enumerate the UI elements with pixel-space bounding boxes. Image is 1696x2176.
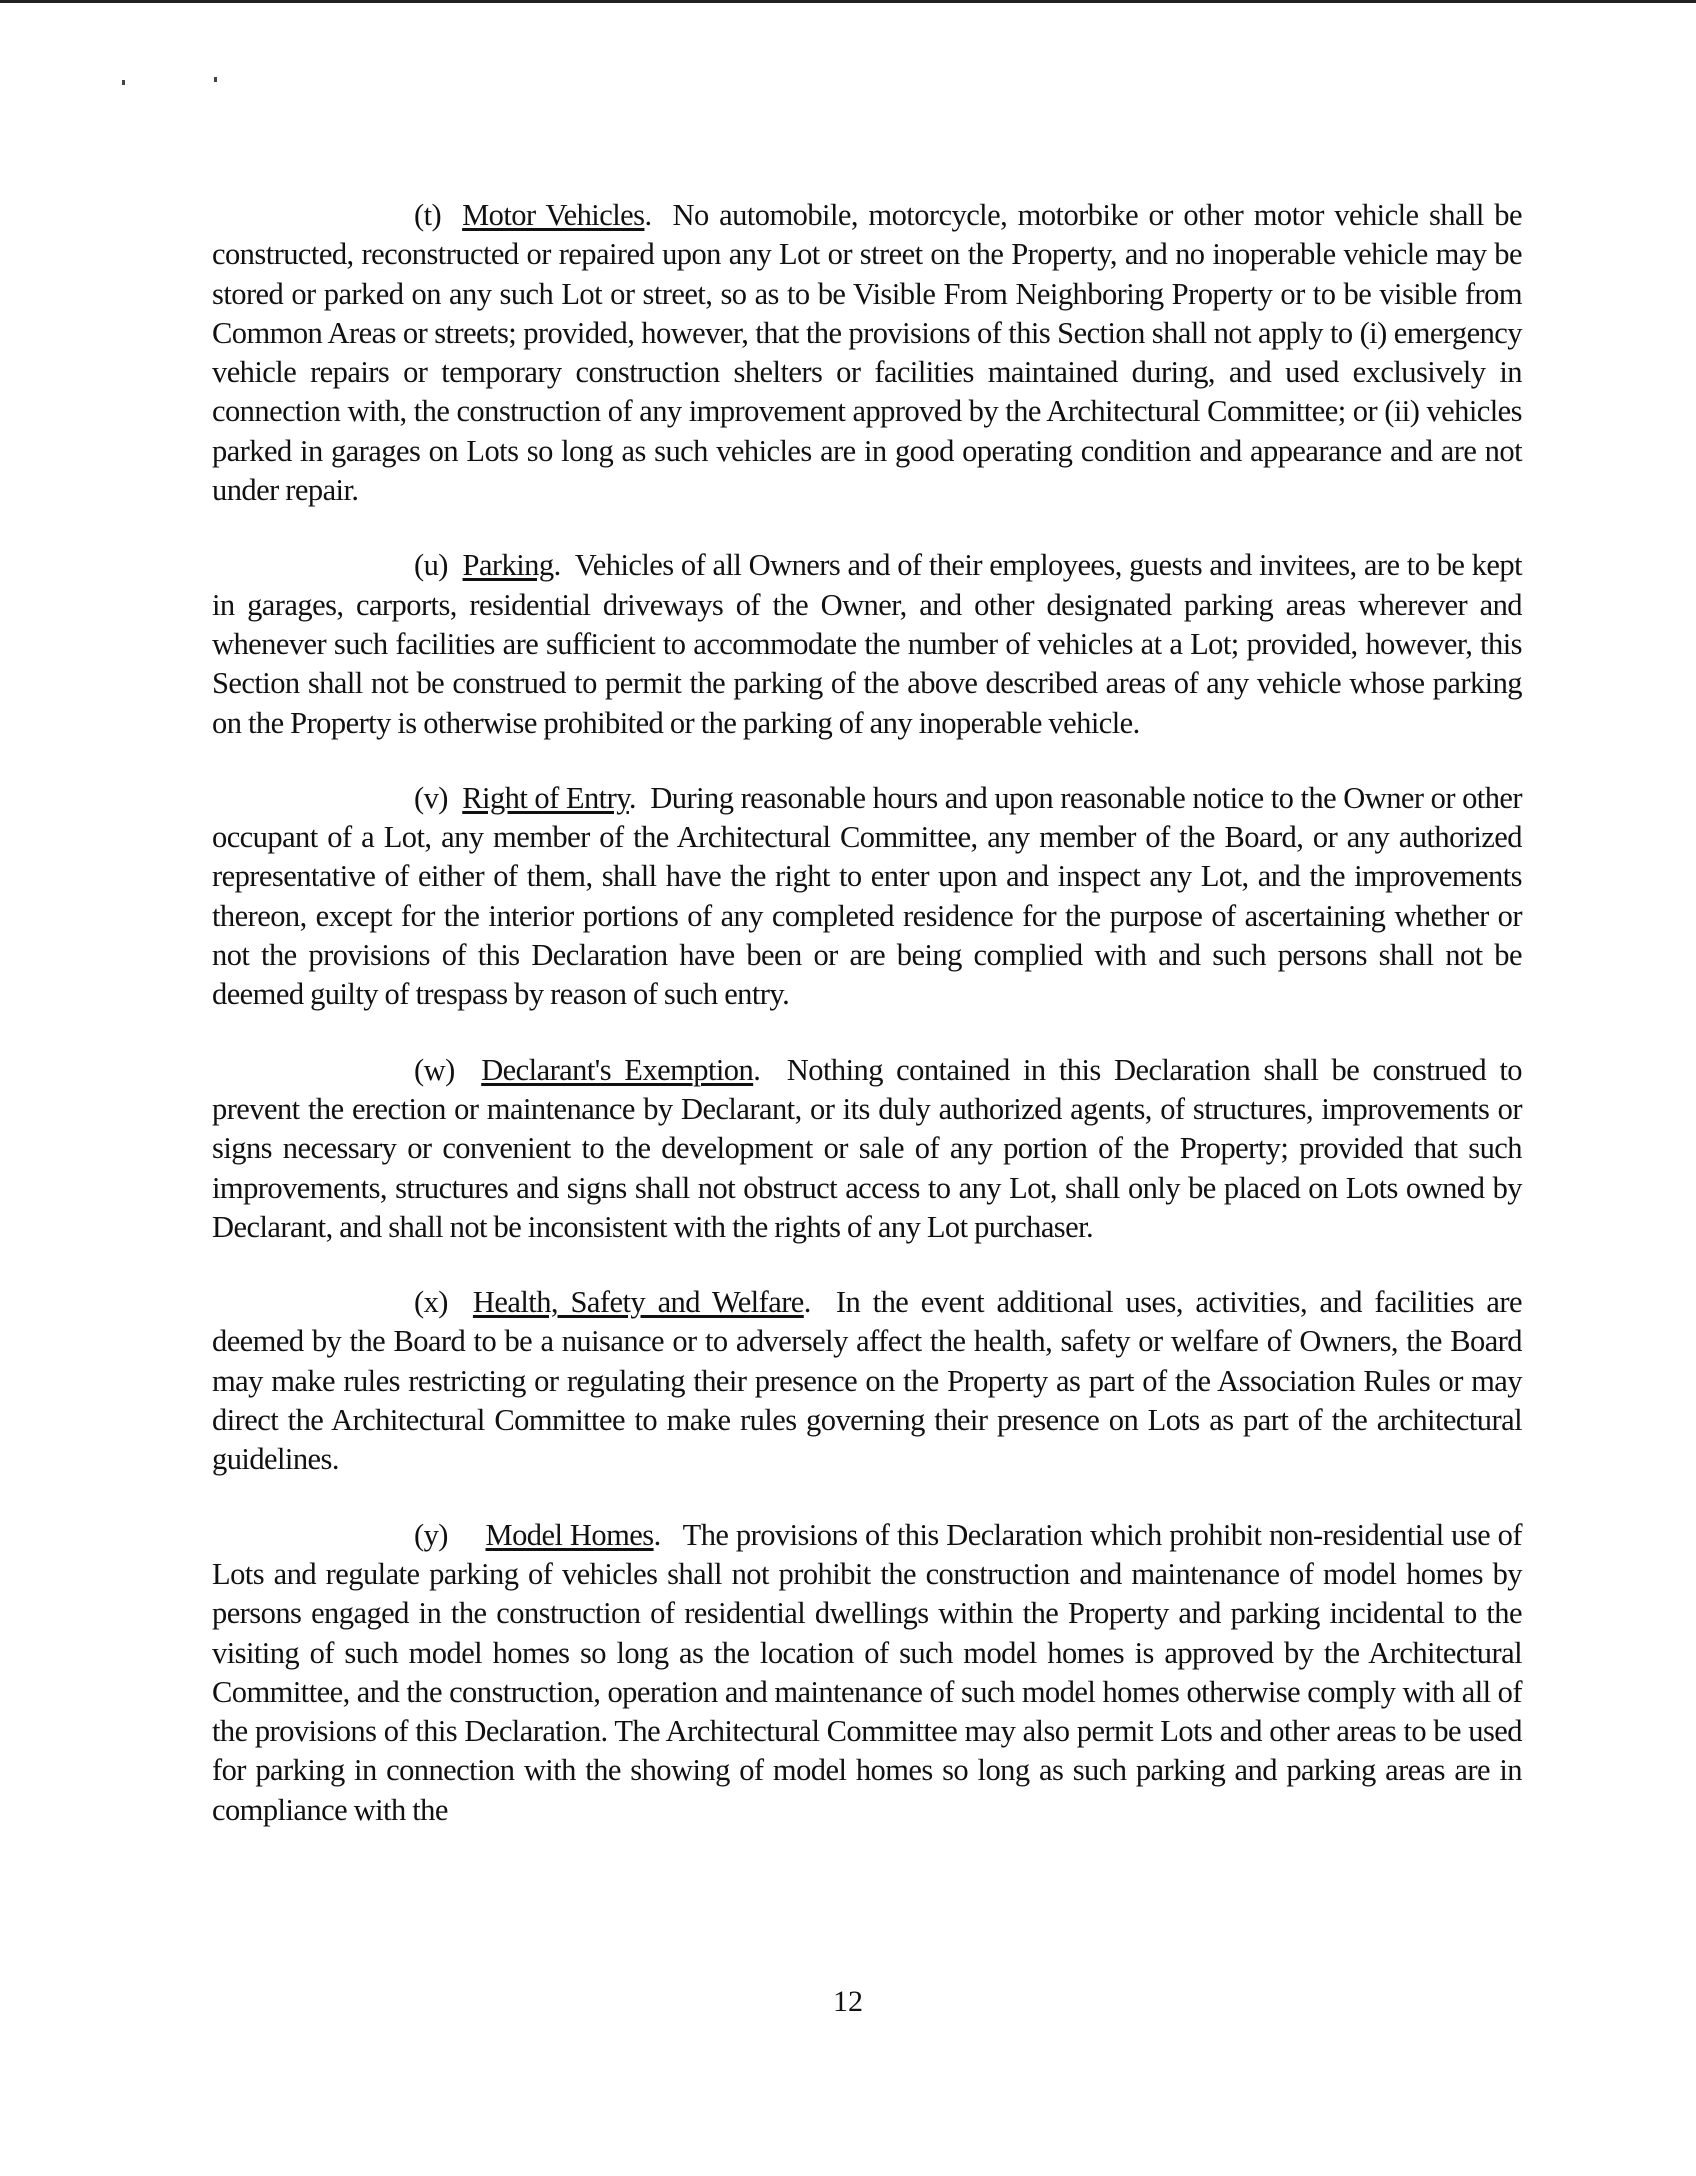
section-body: During reasonable hours and upon reasonable notice to the Owner or other occupant of a Lot, any member of the Architectural Committee, any member of the Board, or any authorized representative of either of them, shall have the right to enter upon and inspect any Lot, and the improvements thereon, except for the interior portions of any completed residence for the purpose of ascertaining whether or not the provisions of this Declaration have been or are being complied with and such persons shall not be deemed guilty of trespass by reason of such entry. bbox=[212, 780, 1523, 1012]
section-heading: Motor Vehicles bbox=[462, 198, 645, 232]
section-y-model-homes: (y) Model Homes. The provisions of this Declaration which prohibit non-residential use of Lots and regulate parking of vehicles shall not prohibit the construction and maintenance of model homes by persons engaged in the construction of residential dwellings within the Property and parking incidental to the visiting of such model homes so long as the location of such model homes is approved by the Architectural Committee, and the construction, operation and maintenance of such model homes otherwise comply with all of the provisions of this Declaration. The Architectural Committee may also permit Lots and other areas to be used for parking in connection with the showing of model homes so long as such parking and parking areas are in compliance with the bbox=[212, 1517, 1522, 1827]
page-number: 12 bbox=[833, 1985, 863, 2018]
section-heading: Health, Safety and Welfare bbox=[472, 1285, 804, 1320]
section-heading: Model Homes bbox=[485, 1517, 654, 1552]
section-body: In the event additional uses, activities, and facilities are deemed by the Board to be a nuisance or to adversely affect the health, safety or welfare of Owners, the Board may make rules restricting or regulating their presence on the Property as part of the Association Rules or may direct the Architectural Committee to make rules governing their presence on Lots as part of the architectural guidelines. bbox=[212, 1285, 1523, 1477]
section-u-parking: (u) Parking. Vehicles of all Owners and of their employees, guests and invitees, are to be kept in garages, carports, residential driveways of the Owner, and other designated parking areas wherever and whenever such facilities are sufficient to accommodate the number of vehicles at a Lot; provided, however, this Section shall not be construed to permit the parking of the above described areas of any vehicle whose parking on the Property is otherwise prohibited or the parking of any inoperable vehicle. bbox=[212, 548, 1522, 740]
section-label: (u) bbox=[414, 548, 448, 583]
scan-artifact-mark bbox=[122, 80, 125, 85]
section-w-declarants-exemption: (w) Declarant's Exemption. Nothing contained in this Declaration shall be construed to prevent the erection or maintenance by Declarant, or its duly authorized agents, of structures, improvements or signs necessary or convenient to the development or sale of any portion of the Property; provided that such improvements, structures and signs shall not obstruct access to any Lot, shall only be placed on Lots owned by Declarant, and shall not be inconsistent with the rights of any Lot purchaser. bbox=[212, 1052, 1522, 1244]
section-x-health-safety-welfare: (x) Health, Safety and Welfare. In the event additional uses, activities, and facilities are deemed by the Board to be a nuisance or to adversely affect the health, safety or welfare of Owners, the Board may make rules restricting or regulating their presence on the Property as part of the Association Rules or may direct the Architectural Committee to make rules governing their presence on Lots as part of the architectural guidelines. bbox=[212, 1285, 1523, 1477]
section-v-right-of-entry: (v) Right of Entry. During reasonable hours and upon reasonable notice to the Owner or other occupant of a Lot, any member of the Architectural Committee, any member of the Board, or any authorized representative of either of them, shall have the right to enter upon and inspect any Lot, and the improvements thereon, except for the interior portions of any completed residence for the purpose of ascertaining whether or not the provisions of this Declaration have been or are being complied with and such persons shall not be deemed guilty of trespass by reason of such entry. bbox=[212, 780, 1523, 1012]
section-label: (y) bbox=[414, 1517, 448, 1552]
section-heading: Parking bbox=[462, 548, 554, 583]
section-heading: Declarant's Exemption bbox=[481, 1052, 754, 1087]
document-page bbox=[212, 196, 1522, 1866]
section-label: (w) bbox=[414, 1052, 455, 1087]
section-label: (v) bbox=[414, 780, 448, 815]
section-body: Vehicles of all Owners and of their employees, guests and invitees, are to be kept in garages, carports, residential driveways of the Owner, and other designated parking areas wherever and whenever such facilities are sufficient to accommodate the number of vehicles at a Lot; provided, however, this Section shall not be construed to permit the parking of the above described areas of any vehicle whose parking on the Property is otherwise prohibited or the parking of any inoperable vehicle. bbox=[212, 548, 1522, 740]
section-label: (x) bbox=[414, 1285, 448, 1320]
section-label: (t) bbox=[414, 198, 442, 232]
scan-artifact-mark bbox=[214, 77, 217, 82]
section-body: The provisions of this Declaration which prohibit non-residential use of Lots and regulate parking of vehicles shall not prohibit the construction and maintenance of model homes by persons engaged in the construction of residential dwellings within the Property and parking incidental to the visiting of such model homes so long as the location of such model homes is approved by the Architectural Committee, and the construction, operation and maintenance of such model homes otherwise comply with all of the provisions of this Declaration. The Architectural Committee may also permit Lots and other areas to be used for parking in connection with the showing of model homes so long as such parking and parking areas are in compliance with the bbox=[212, 1517, 1522, 1827]
section-heading: Right of Entry bbox=[462, 780, 629, 815]
section-body: No automobile, motorcycle, motorbike or other motor vehicle shall be constructed, reconstructed or repaired upon any Lot or street on the Property, and no inoperable vehicle may be stored or parked on any such Lot or street, so as to be Visible From Neighboring Property or to be visible from Common Areas or streets; provided, however, that the provisions of this Section shall not apply to (i) emergency vehicle repairs or temporary construction shelters or facilities maintained during, and used exclusively in connection with, the construction of any improvement approved by the Architectural Committee; or (ii) vehicles parked in garages on Lots so long as such vehicles are in good operating condition and appearance and are not under repair. bbox=[212, 198, 1522, 508]
scan-top-edge bbox=[0, 0, 1696, 3]
section-t-motor-vehicles: (t) Motor Vehicles. No automobile, motorcycle, motorbike or other motor vehicle shall be constructed, reconstructed or repaired upon any Lot or street on the Property, and no inoperable vehicle may be stored or parked on any such Lot or street, so as to be Visible From Neighboring Property or to be visible from Common Areas or streets; provided, however, that the provisions of this Section shall not apply to (i) emergency vehicle repairs or temporary construction shelters or facilities maintained during, and used exclusively in connection with, the construction of any improvement approved by the Architectural Committee; or (ii) vehicles parked in garages on Lots so long as such vehicles are in good operating condition and appearance and are not under repair. bbox=[212, 198, 1522, 508]
section-body: Nothing contained in this Declaration shall be construed to prevent the erection or maintenance by Declarant, or its duly authorized agents, of structures, improvements or signs necessary or convenient to the development or sale of any portion of the Property; provided that such improvements, structures and signs shall not obstruct access to any Lot, shall only be placed on Lots owned by Declarant, and shall not be inconsistent with the rights of any Lot purchaser. bbox=[212, 1052, 1522, 1244]
